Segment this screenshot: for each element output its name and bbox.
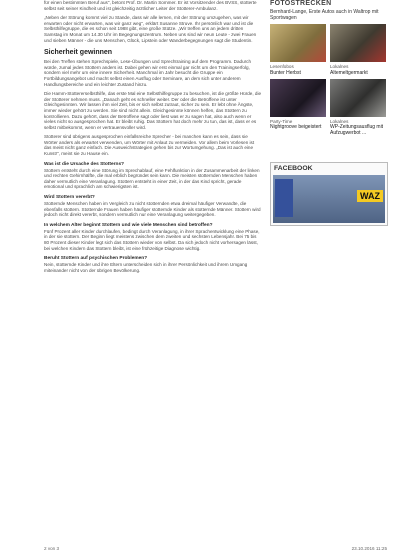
gallery-title[interactable]: Nightgroove beigeistert	[270, 124, 322, 131]
gallery-row	[270, 24, 386, 76]
faq-question: Beruht Stottern auf psychischen Problemen?	[44, 256, 148, 262]
faq-question: Was ist die Ursache des Stotterns?	[44, 161, 125, 167]
paragraph: Die Hamm-Stottererselbsthilfe, das erste Mal eine Selbsthilfegruppe zu besuchen, ist die größte Hürde, die der Stotterer nehmen muss. „Danach geht es schneller weiter. Der oder die Betroffene ist unter Gleichgesinnten. Wir lassen ihm viel Zeit, bis er sich selbst zutraut, sicher zu sein. Er lebt ohne Ängste, immer wieder gehört zu werden. Sie sind nicht allein. Gleichgesinnte können helfen, das Stottern zu kontrollieren. Dazu gehört, dass der Betroffene sagt oder liest was er zu sagen hat, also auch wenn er vieles nicht so ausgesprochen hat. Er bleibt ruhig. Das Stottern hat doch mehr zu tun, das ist, dass er es selbst mitbekommt, wenn er vertrauensvoller wird.	[44, 91, 262, 130]
faq-answer: Stottern entsteht durch eine Störung im Sprechablauf, eine Fehlfunktion in der Zusammenarbeit der linken und rechten Gehirnhälfte, die mal erblich begründet sein kann. Die meisten stotternden Menschen haben daher vermutlich eine Veranlagung. Stottern entsteht in einer Zeit, in der das Kind spricht, gerade emotional und sprachlich am schwierigsten ist.	[44, 167, 260, 190]
facebook-widget[interactable]	[270, 162, 388, 226]
faq-question: Wird Stottern vererbt?	[44, 195, 95, 201]
paragraph: für einen bestimmten Beruf aus", betont Prof. Dr. Martin Sommer. Er ist Vorsitzender des BVSS, stotterte selbst seit seiner Kindheit und ist gleichzeitig ärztlicher Leiter der Stotterer-Ambulanz.	[44, 0, 257, 11]
page-number: 2 von 3	[44, 546, 60, 551]
faq-answer: Fünf Prozent aller Kinder durchlaufen, bedingt durch Veranlagung, in ihrer Sprachentwicklung eine Phase, in der sie stottern. Der Beginn liegt meistens zwischen dem zweiten und sechsten Lebensjahr. Bei 75 bis 80 Prozent dieser Kinder legt sich das Stottern wieder von selbst. Da sich jedoch nicht vorhersagen lässt, bei welchen Kindern das Stottern bleibt, ist eine frühzeitige Diagnose wichtig.	[44, 228, 260, 251]
gallery-top-caption[interactable]: Bernhard-Lange, Erste Autos auch in Waltrop mit Sportwagen	[270, 9, 379, 21]
gallery-image[interactable]	[270, 79, 326, 117]
gallery-title[interactable]: Altemeltgermarkt	[330, 69, 368, 76]
gallery-title[interactable]: WP-Zeitungsausflug mit Aufzugwerbot ...	[330, 124, 384, 137]
facebook-logo-icon	[275, 179, 293, 217]
facebook-title: FACEBOOK	[274, 165, 313, 173]
gallery-image[interactable]	[330, 24, 386, 62]
gallery-title[interactable]: Bunter Herbst	[270, 69, 301, 76]
gallery-item[interactable]	[270, 24, 326, 76]
gallery-image[interactable]	[330, 79, 386, 117]
article-column	[44, 0, 262, 273]
gallery-image[interactable]	[270, 24, 326, 62]
gallery-label: Lokalnes	[330, 118, 349, 124]
gallery-item[interactable]	[270, 79, 326, 137]
waz-logo: WAZ	[357, 190, 383, 202]
paragraph: „Neben der Störung kommt viel zu Stande, dass wir alle lernen, mit der Störung umzugehen, was wir erwarten oder nicht erwarten, was wir ganz weg", erklärt Susanne Struve. Ihr persönlich war und ist die Selbsthilfegruppe, die es schon seit 1988 gibt, eine große Stütze. „Wir treffen uns an jedem dritten Samstag im Monat um 14.30 Uhr im Begegnungszentrum. Neben uns sind wir neun Leute - zwei Frauen und sieben Männer - die uns Menschen, Glück, Lipstein oder Wanderbegegnungen sagt die Studentin.	[44, 15, 257, 43]
gallery-label: Party-Time	[270, 118, 293, 124]
section-heading: Sicherheit gewinnen	[44, 49, 113, 57]
sidebar-header: FOTOSTRECKEN	[270, 0, 332, 7]
gallery-item[interactable]	[330, 24, 386, 76]
faq-answer: Stotternde Menschen haben im Vergleich zu nicht stotternden etwa dreimal häufiger Verwandte, die ebenfalls stottern. Stotternde Frauen haben häufiger stotternde Kinder als stotternde Männer. Stottern wird jedoch nicht direkt vererbt, sondern vermutlich nur eine Veranlagung weitergegeben.	[44, 201, 261, 218]
faq-question: In welchem Alter beginnt Stottern und wie viele Menschen sind betroffen?	[44, 222, 213, 228]
gallery-row	[270, 79, 386, 137]
paragraph: Bei den Treffen stehen Sprechspiele, Lese-Übungen und Sprechtraining auf dem Programm. Dadurch würde, zumal jedes Stottern anders ist. Dabei gehen wir erst einmal gar nicht um den Trainingserfolg, sondern viel mehr um eine innere Sicherheit. Manchmal im Jahr besucht die Gruppe ein Fortbildungsangebot und macht selbst einen Ausflug oder Seminare, an dem sich unter anderem Handlungsbereiche und ein leichter Zustand hinzu.	[44, 59, 252, 87]
print-timestamp: 23.10.2016 11:25	[351, 546, 387, 551]
faq-answer: Nein, stotternde Kinder und ihre Eltern unterscheiden sich in ihrer Persönlichkeit und ihrem Umgang miteinander nicht von der übrigen Bevölkerung.	[44, 262, 248, 273]
gallery-item[interactable]	[330, 79, 386, 137]
paragraph: Stotterer sind übrigens ausgesprochen einfallsreiche Sprecher - bei manchen kann es sein, dass sie Wörter anders als erwartet verwenden, um Wörter mit Anlaut zu vermeiden. Vor allem beim Vorlesen ist das meist nicht ganz einfach. Die Ausweichstrategien gehen bis zur Wortumgehung. „Das ist auch eine Kunst!", meint sie zu Hause ein.	[44, 134, 255, 157]
sidebar	[270, 0, 386, 226]
gallery-label: Lesenfobos	[270, 64, 294, 69]
gallery-label: Lokalnes	[330, 64, 349, 69]
